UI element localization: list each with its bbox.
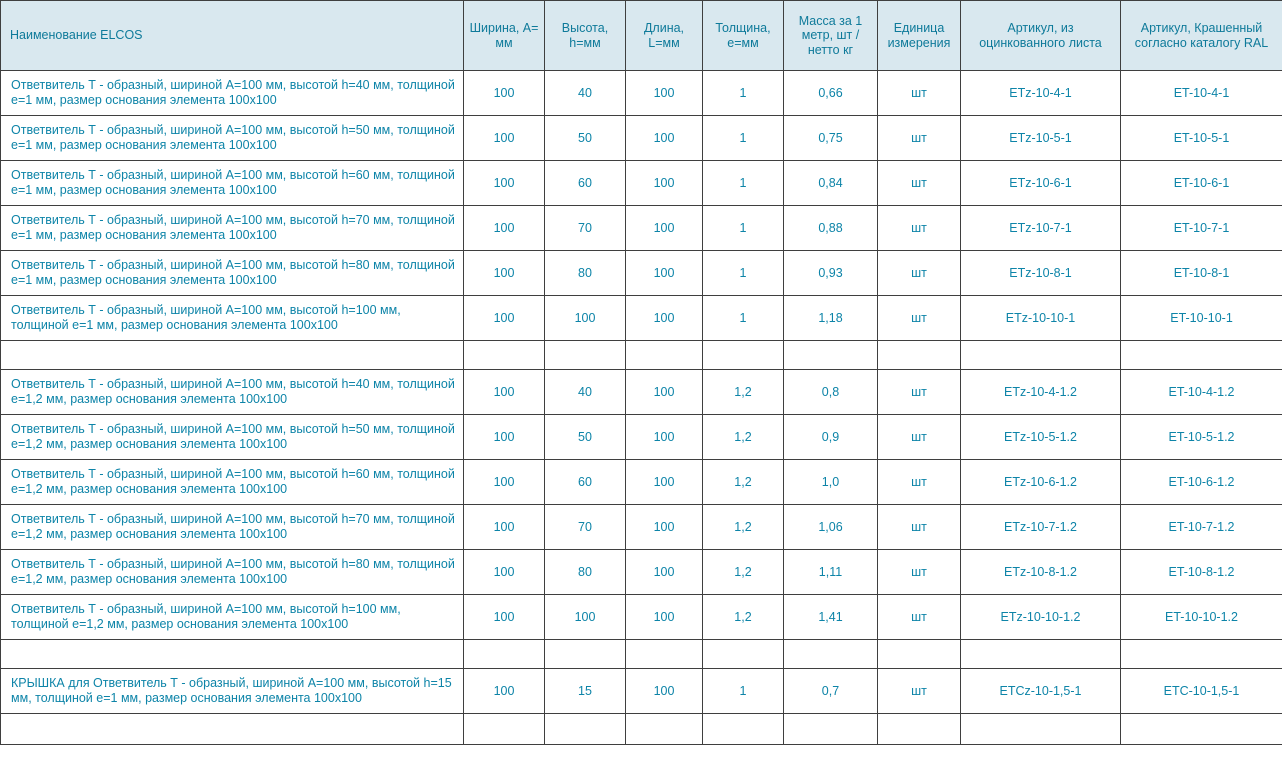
header-unit: Единица измерения [878, 1, 961, 71]
empty-cell [703, 714, 784, 745]
header-name: Наименование ELCOS [1, 1, 464, 71]
height-cell: 60 [545, 460, 626, 505]
width-cell: 100 [464, 251, 545, 296]
thickness-cell: 1,2 [703, 550, 784, 595]
empty-cell [1121, 640, 1282, 669]
empty-cell [961, 341, 1121, 370]
length-cell: 100 [626, 71, 703, 116]
width-cell: 100 [464, 206, 545, 251]
unit-cell: шт [878, 206, 961, 251]
header-height: Высота, h=мм [545, 1, 626, 71]
empty-cell [878, 714, 961, 745]
article-painted-cell: ET-10-4-1 [1121, 71, 1282, 116]
height-cell: 50 [545, 116, 626, 161]
header-length: Длина, L=мм [626, 1, 703, 71]
thickness-cell: 1 [703, 296, 784, 341]
article-galvanized-cell: ETz-10-5-1 [961, 116, 1121, 161]
product-name-cell: Ответвитель Т - образный, шириной А=100 мм, высотой h=100 мм, толщиной е=1 мм, размер основания элемента 100х100 [1, 296, 464, 341]
length-cell: 100 [626, 595, 703, 640]
empty-cell [545, 341, 626, 370]
article-galvanized-cell: ETz-10-4-1 [961, 71, 1121, 116]
thickness-cell: 1 [703, 206, 784, 251]
length-cell: 100 [626, 370, 703, 415]
header-article-galvanized: Артикул, из оцинкованного листа [961, 1, 1121, 71]
height-cell: 100 [545, 595, 626, 640]
height-cell: 80 [545, 550, 626, 595]
article-painted-cell: ET-10-6-1.2 [1121, 460, 1282, 505]
product-name-cell: Ответвитель Т - образный, шириной А=100 мм, высотой h=50 мм, толщиной е=1,2 мм, размер основания элемента 100х100 [1, 415, 464, 460]
mass-cell: 0,93 [784, 251, 878, 296]
article-painted-cell: ET-10-10-1 [1121, 296, 1282, 341]
unit-cell: шт [878, 550, 961, 595]
article-painted-cell: ET-10-8-1.2 [1121, 550, 1282, 595]
thickness-cell: 1,2 [703, 415, 784, 460]
table-row [1, 669, 1282, 714]
product-name-cell: Ответвитель Т - образный, шириной А=100 мм, высотой h=60 мм, толщиной е=1 мм, размер основания элемента 100х100 [1, 161, 464, 206]
table-row [1, 505, 1282, 550]
table-row [1, 595, 1282, 640]
table-row [1, 71, 1282, 116]
empty-cell [703, 640, 784, 669]
width-cell: 100 [464, 505, 545, 550]
empty-cell [626, 714, 703, 745]
length-cell: 100 [626, 460, 703, 505]
height-cell: 70 [545, 505, 626, 550]
article-painted-cell: ET-10-5-1 [1121, 116, 1282, 161]
article-painted-cell: ET-10-7-1.2 [1121, 505, 1282, 550]
thickness-cell: 1 [703, 161, 784, 206]
article-galvanized-cell: ETz-10-7-1 [961, 206, 1121, 251]
product-name-cell: Ответвитель Т - образный, шириной А=100 мм, высотой h=80 мм, толщиной е=1 мм, размер основания элемента 100х100 [1, 251, 464, 296]
unit-cell: шт [878, 460, 961, 505]
mass-cell: 1,41 [784, 595, 878, 640]
unit-cell: шт [878, 370, 961, 415]
length-cell: 100 [626, 669, 703, 714]
width-cell: 100 [464, 370, 545, 415]
height-cell: 70 [545, 206, 626, 251]
table-row [1, 206, 1282, 251]
mass-cell: 1,06 [784, 505, 878, 550]
length-cell: 100 [626, 505, 703, 550]
thickness-cell: 1 [703, 71, 784, 116]
empty-cell [1121, 714, 1282, 745]
empty-cell [545, 714, 626, 745]
empty-cell [464, 341, 545, 370]
article-painted-cell: ET-10-7-1 [1121, 206, 1282, 251]
empty-cell [1, 714, 464, 745]
header-width: Ширина, А= мм [464, 1, 545, 71]
mass-cell: 0,84 [784, 161, 878, 206]
mass-cell: 1,0 [784, 460, 878, 505]
thickness-cell: 1 [703, 251, 784, 296]
article-painted-cell: ET-10-10-1.2 [1121, 595, 1282, 640]
article-painted-cell: ET-10-8-1 [1121, 251, 1282, 296]
empty-cell [464, 714, 545, 745]
header-thickness: Толщина, е=мм [703, 1, 784, 71]
width-cell: 100 [464, 550, 545, 595]
product-name-cell: КРЫШКА для Ответвитель Т - образный, шириной А=100 мм, высотой h=15 мм, толщиной е=1 мм, размер основания элемента 100х100 [1, 669, 464, 714]
article-galvanized-cell: ETz-10-10-1.2 [961, 595, 1121, 640]
empty-cell [1121, 341, 1282, 370]
table-row [1, 460, 1282, 505]
product-name-cell: Ответвитель Т - образный, шириной А=100 мм, высотой h=50 мм, толщиной е=1 мм, размер основания элемента 100х100 [1, 116, 464, 161]
length-cell: 100 [626, 206, 703, 251]
mass-cell: 0,75 [784, 116, 878, 161]
header-mass: Масса за 1 метр, шт / нетто кг [784, 1, 878, 71]
length-cell: 100 [626, 251, 703, 296]
article-galvanized-cell: ETz-10-10-1 [961, 296, 1121, 341]
table-row [1, 161, 1282, 206]
mass-cell: 0,7 [784, 669, 878, 714]
length-cell: 100 [626, 550, 703, 595]
article-painted-cell: ETC-10-1,5-1 [1121, 669, 1282, 714]
mass-cell: 1,18 [784, 296, 878, 341]
article-galvanized-cell: ETz-10-8-1 [961, 251, 1121, 296]
empty-row [1, 341, 1282, 370]
product-name-cell: Ответвитель Т - образный, шириной А=100 мм, высотой h=80 мм, толщиной е=1,2 мм, размер основания элемента 100х100 [1, 550, 464, 595]
length-cell: 100 [626, 161, 703, 206]
unit-cell: шт [878, 505, 961, 550]
article-galvanized-cell: ETz-10-6-1 [961, 161, 1121, 206]
length-cell: 100 [626, 415, 703, 460]
product-name-cell: Ответвитель Т - образный, шириной А=100 мм, высотой h=70 мм, толщиной е=1 мм, размер основания элемента 100х100 [1, 206, 464, 251]
thickness-cell: 1,2 [703, 505, 784, 550]
product-name-cell: Ответвитель Т - образный, шириной А=100 мм, высотой h=40 мм, толщиной е=1,2 мм, размер основания элемента 100х100 [1, 370, 464, 415]
empty-cell [703, 341, 784, 370]
unit-cell: шт [878, 415, 961, 460]
height-cell: 80 [545, 251, 626, 296]
length-cell: 100 [626, 296, 703, 341]
empty-row [1, 640, 1282, 669]
thickness-cell: 1,2 [703, 460, 784, 505]
unit-cell: шт [878, 251, 961, 296]
article-painted-cell: ET-10-6-1 [1121, 161, 1282, 206]
width-cell: 100 [464, 595, 545, 640]
unit-cell: шт [878, 296, 961, 341]
empty-row [1, 714, 1282, 745]
width-cell: 100 [464, 71, 545, 116]
thickness-cell: 1 [703, 116, 784, 161]
product-name-cell: Ответвитель Т - образный, шириной А=100 мм, высотой h=70 мм, толщиной е=1,2 мм, размер основания элемента 100х100 [1, 505, 464, 550]
empty-cell [878, 640, 961, 669]
thickness-cell: 1 [703, 669, 784, 714]
empty-cell [626, 640, 703, 669]
width-cell: 100 [464, 296, 545, 341]
product-name-cell: Ответвитель Т - образный, шириной А=100 мм, высотой h=60 мм, толщиной е=1,2 мм, размер основания элемента 100х100 [1, 460, 464, 505]
table-row [1, 550, 1282, 595]
empty-cell [784, 341, 878, 370]
height-cell: 15 [545, 669, 626, 714]
unit-cell: шт [878, 71, 961, 116]
article-galvanized-cell: ETz-10-4-1.2 [961, 370, 1121, 415]
height-cell: 50 [545, 415, 626, 460]
thickness-cell: 1,2 [703, 595, 784, 640]
product-name-cell: Ответвитель Т - образный, шириной А=100 мм, высотой h=100 мм, толщиной е=1,2 мм, размер основания элемента 100х100 [1, 595, 464, 640]
height-cell: 40 [545, 71, 626, 116]
width-cell: 100 [464, 161, 545, 206]
empty-cell [784, 640, 878, 669]
article-galvanized-cell: ETz-10-6-1.2 [961, 460, 1121, 505]
height-cell: 60 [545, 161, 626, 206]
mass-cell: 1,11 [784, 550, 878, 595]
thickness-cell: 1,2 [703, 370, 784, 415]
table-row [1, 251, 1282, 296]
mass-cell: 0,8 [784, 370, 878, 415]
empty-cell [961, 714, 1121, 745]
article-painted-cell: ET-10-5-1.2 [1121, 415, 1282, 460]
mass-cell: 0,66 [784, 71, 878, 116]
mass-cell: 0,88 [784, 206, 878, 251]
table-row [1, 370, 1282, 415]
product-name-cell: Ответвитель Т - образный, шириной А=100 мм, высотой h=40 мм, толщиной е=1 мм, размер основания элемента 100х100 [1, 71, 464, 116]
article-galvanized-cell: ETz-10-5-1.2 [961, 415, 1121, 460]
empty-cell [1, 341, 464, 370]
article-galvanized-cell: ETz-10-8-1.2 [961, 550, 1121, 595]
unit-cell: шт [878, 116, 961, 161]
width-cell: 100 [464, 460, 545, 505]
unit-cell: шт [878, 669, 961, 714]
article-galvanized-cell: ETCz-10-1,5-1 [961, 669, 1121, 714]
unit-cell: шт [878, 595, 961, 640]
table-row [1, 415, 1282, 460]
empty-cell [878, 341, 961, 370]
table-row [1, 296, 1282, 341]
height-cell: 40 [545, 370, 626, 415]
article-painted-cell: ET-10-4-1.2 [1121, 370, 1282, 415]
empty-cell [626, 341, 703, 370]
width-cell: 100 [464, 415, 545, 460]
width-cell: 100 [464, 116, 545, 161]
empty-cell [464, 640, 545, 669]
header-row [1, 1, 1282, 71]
article-galvanized-cell: ETz-10-7-1.2 [961, 505, 1121, 550]
empty-cell [545, 640, 626, 669]
height-cell: 100 [545, 296, 626, 341]
table-body [1, 71, 1282, 745]
mass-cell: 0,9 [784, 415, 878, 460]
width-cell: 100 [464, 669, 545, 714]
empty-cell [784, 714, 878, 745]
table-row [1, 116, 1282, 161]
header-article-painted: Артикул, Крашенный согласно каталогу RAL [1121, 1, 1282, 71]
unit-cell: шт [878, 161, 961, 206]
empty-cell [961, 640, 1121, 669]
empty-cell [1, 640, 464, 669]
length-cell: 100 [626, 116, 703, 161]
